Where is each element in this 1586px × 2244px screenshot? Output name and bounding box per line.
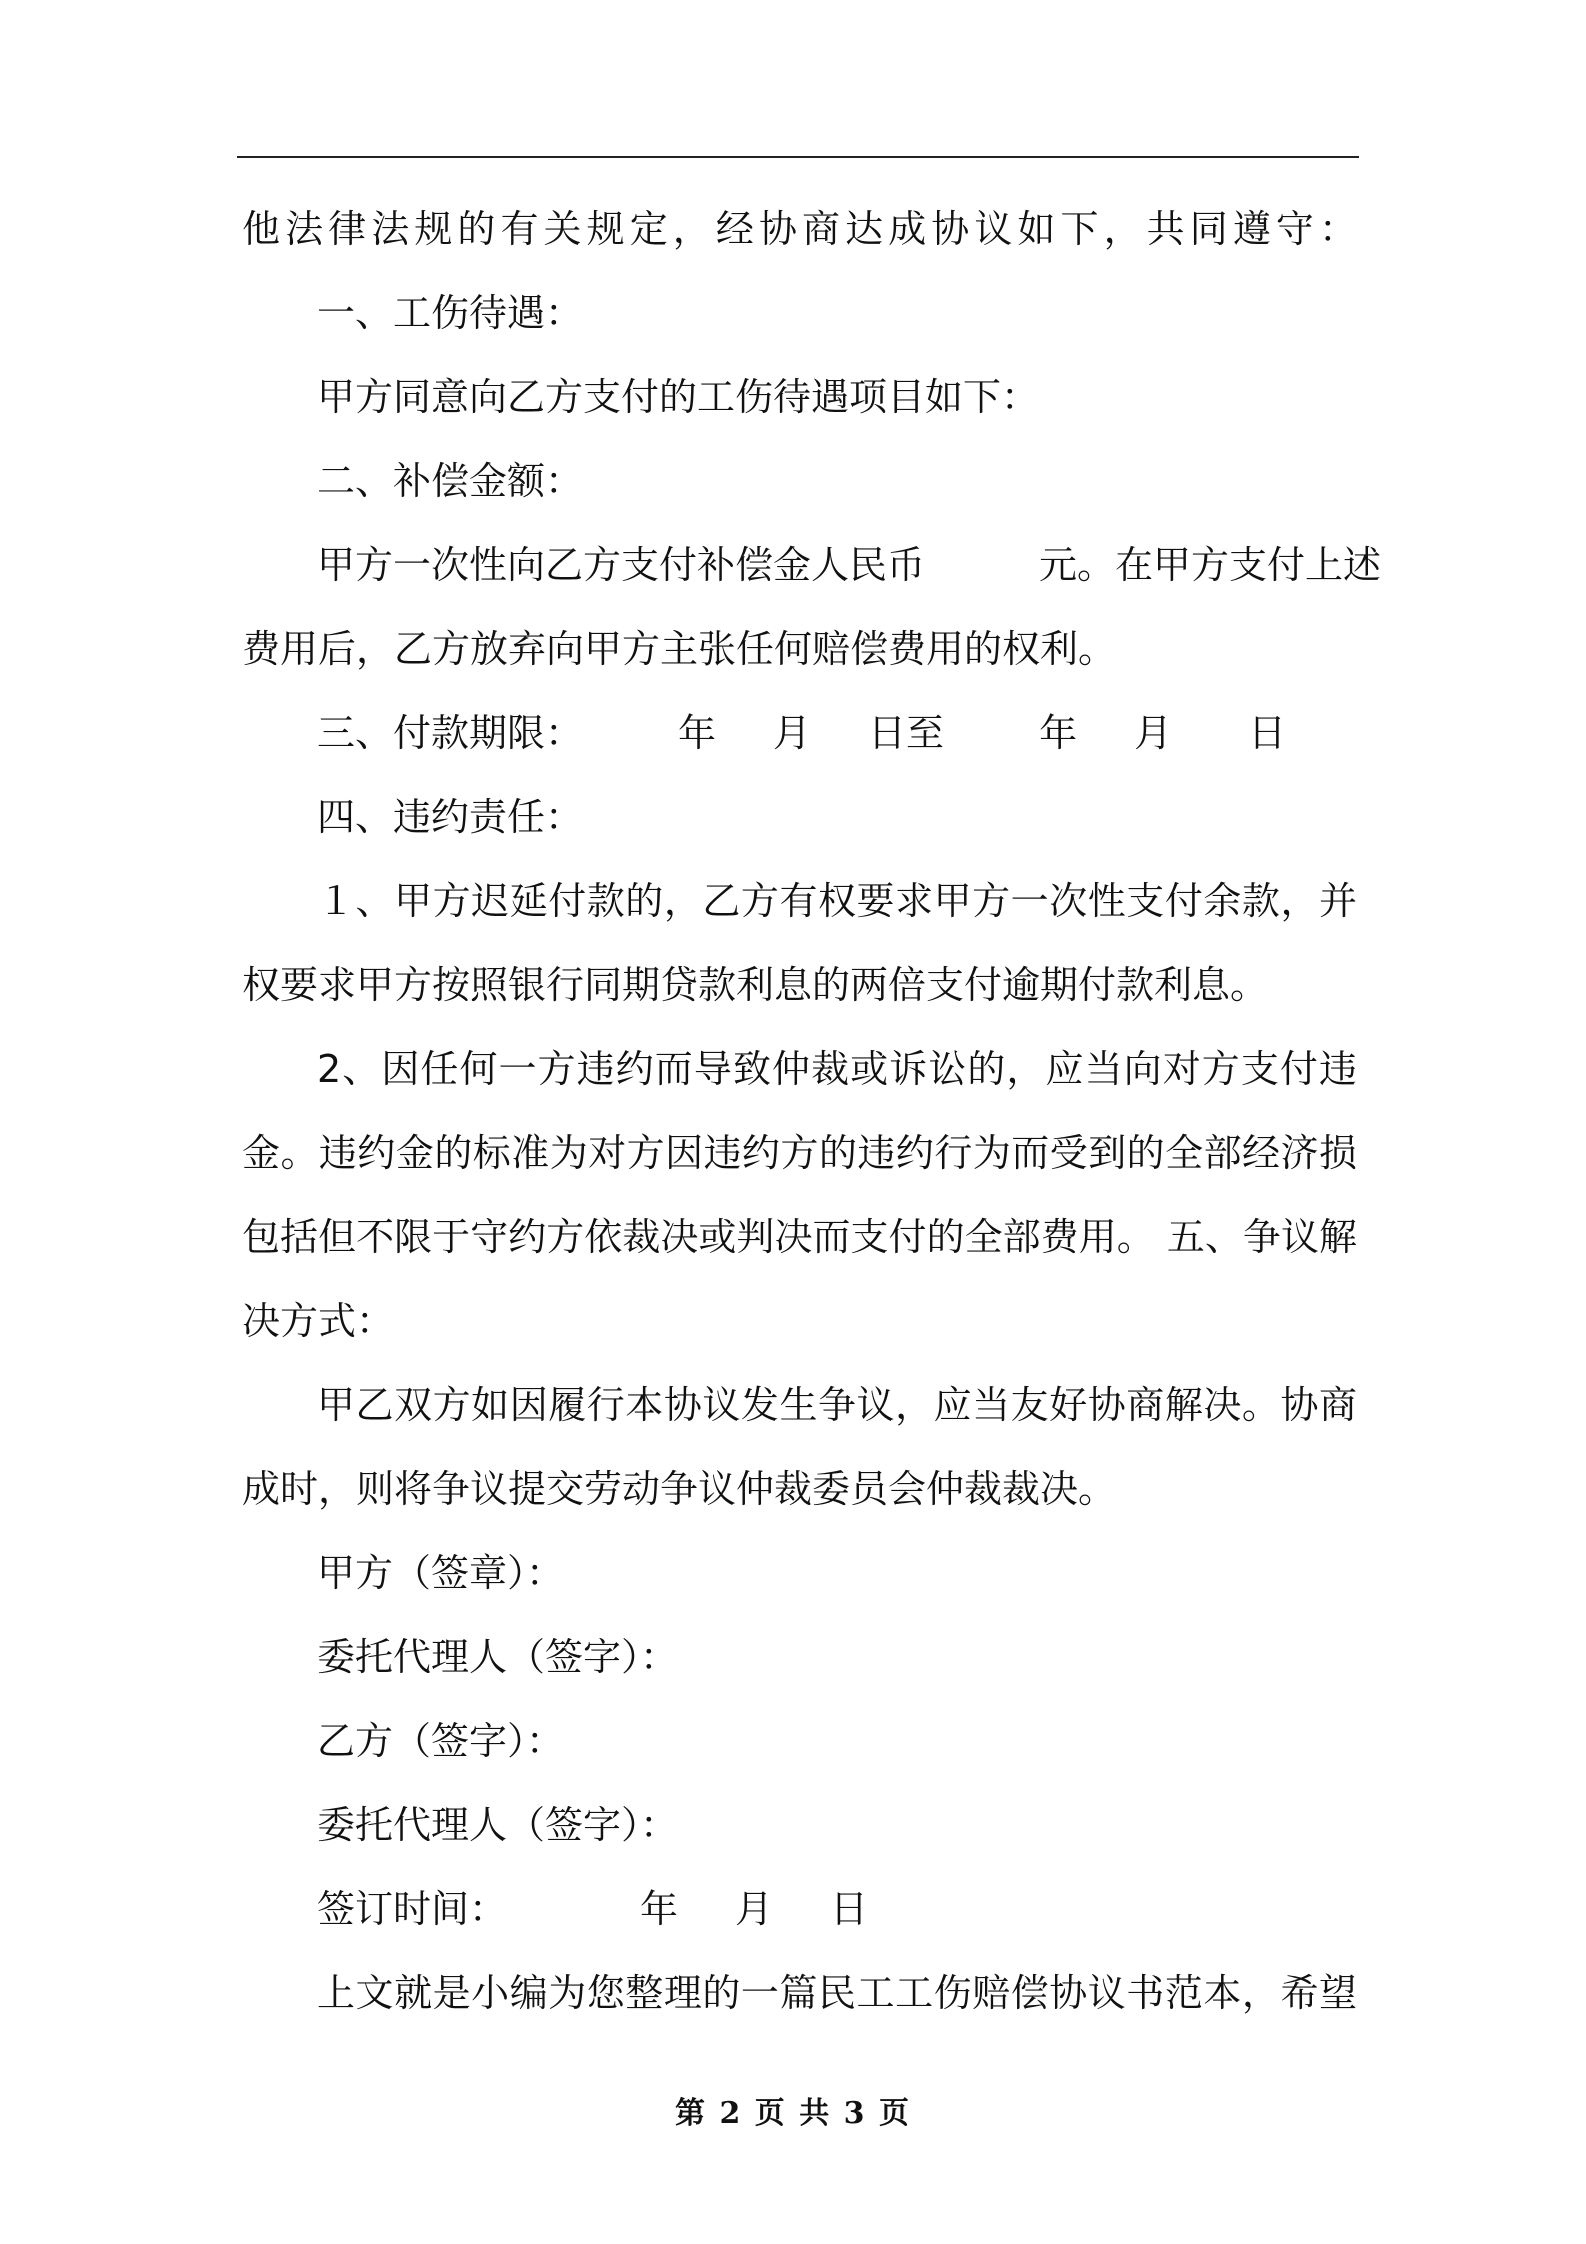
- signature-agent-b: 委托代理人（签字）：: [317, 1803, 679, 1847]
- header-rule: [237, 156, 1359, 158]
- line-dispute-a: 甲乙双方如因履行本协议发生争议，应当友好协商解决。协商: [317, 1383, 1357, 1427]
- signing-date: 签订时间： 年 月 日: [317, 1887, 869, 1931]
- line-compensation-amount: 甲方一次性向乙方支付补偿金人民币 元。在甲方支付上述: [317, 543, 1382, 587]
- line-breach-2b: 金。违约金的标准为对方因违约方的违约行为而受到的全部经济损: [242, 1131, 1357, 1175]
- line-compensation-waiver: 费用后，乙方放弃向甲方主张任何赔偿费用的权利。: [242, 627, 1117, 671]
- line-payment-term: 三、付款期限： 年 月 日至 年 月 日: [317, 711, 1287, 755]
- page-number: 第 2 页 共 3 页: [675, 2096, 911, 2131]
- heading-compensation: 二、补偿金额：: [317, 459, 584, 503]
- line-breach-2a: 2、因任何一方违约而导致仲裁或诉讼的，应当向对方支付违: [317, 1047, 1357, 1091]
- heading-breach: 四、违约责任：: [317, 795, 584, 839]
- signature-party-b: 乙方（签字）：: [317, 1719, 565, 1763]
- heading-work-injury: 一、工伤待遇：: [317, 291, 584, 335]
- signature-party-a: 甲方（签章）：: [317, 1551, 565, 1595]
- line-work-injury-items: 甲方同意向乙方支付的工伤待遇项目如下：: [317, 375, 1040, 419]
- line-breach-2c: 包括但不限于守约方依裁决或判决而支付的全部费用。 五、争议解: [242, 1215, 1357, 1259]
- line-dispute-b: 成时，则将争议提交劳动争议仲裁委员会仲裁裁决。: [242, 1467, 1117, 1511]
- line-closing: 上文就是小编为您整理的一篇民工工伤赔偿协议书范本，希望: [317, 1971, 1357, 2015]
- line-breach-1a: １、甲方迟延付款的，乙方有权要求甲方一次性支付余款，并: [317, 879, 1357, 923]
- line-dispute-heading: 决方式：: [242, 1299, 395, 1343]
- line-intro: 他法律法规的有关规定，经协商达成协议如下，共同遵守：: [242, 207, 1357, 251]
- line-breach-1b: 权要求甲方按照银行同期贷款利息的两倍支付逾期付款利息。: [242, 963, 1269, 1007]
- signature-agent-a: 委托代理人（签字）：: [317, 1635, 679, 1679]
